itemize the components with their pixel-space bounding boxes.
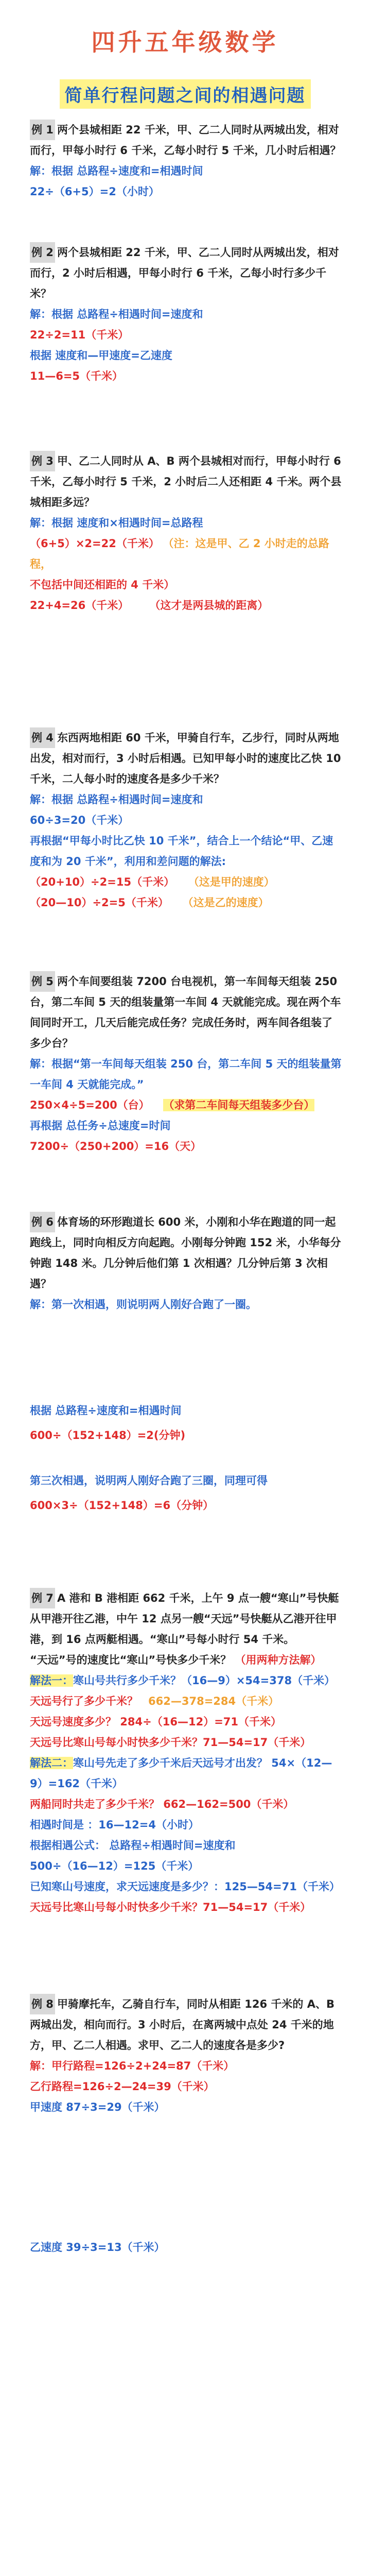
example-tag: 例 1	[30, 120, 55, 140]
solution-line: 乙行路程=126÷2—24=39（千米）	[30, 2080, 215, 2093]
solution-line: 再根据 总任务÷总速度=时间	[30, 1120, 171, 1132]
example-8	[30, 1994, 343, 2117]
example-6-solution	[30, 1400, 343, 1516]
solution-line: 解：根据 总路程÷相遇时间=速度和	[30, 793, 203, 806]
solution-line: 500÷（16—12）=125（千米）	[30, 1860, 199, 1872]
example-tag: 例 3	[30, 451, 55, 471]
solution-line	[30, 1095, 343, 1115]
solution-line	[30, 1691, 343, 1711]
note-text: （这是甲的速度）	[188, 876, 275, 888]
example-8-question	[30, 1994, 343, 2056]
note-text: （用两种方法解）	[235, 1654, 322, 1666]
example-1-question	[30, 120, 343, 161]
example-7-question	[30, 1588, 343, 1650]
example-8-answer	[30, 2237, 343, 2258]
example-5-question	[30, 971, 343, 1054]
solution-line: 已知寒山号速度，求天远速度是多少？：125—54=71（千米）	[30, 1880, 340, 1893]
solution-line	[30, 892, 343, 913]
solution-line: 解：根据 速度和×相遇时间=总路程	[30, 517, 203, 529]
solution-line	[30, 1753, 343, 1794]
note-text: （求第二车间每天组装多少台）	[163, 1099, 315, 1111]
page-subtitle: 简单行程问题之间的相遇问题	[60, 79, 311, 109]
calc-text: （6+5）×2=22（千米）	[30, 537, 160, 550]
example-7	[30, 1588, 343, 1918]
solution-line: 600÷（152+148）=2(分钟)	[30, 1429, 186, 1442]
question-text: 甲骑摩托车，乙骑自行车，同时从相距 126 千米的 A、B 两城出发，相向而行。3 小时后，在离两城中点处 24 千米的地方，甲、乙二人相遇。求甲、乙二人的速度各是多少?	[30, 1998, 334, 2052]
calc-text: 662—378=284（千米）	[148, 1695, 279, 1707]
solution-line: 两船同时共走了多少千米？ 662—162=500（千米）	[30, 1798, 294, 1810]
solution-line	[30, 1670, 343, 1691]
solution-line: 根据 速度和—甲速度=乙速度	[30, 349, 172, 362]
example-tag: 例 6	[30, 1212, 55, 1232]
question-text: 两个车间要组装 7200 台电视机，第一车间每天组装 250 台，第二车间 5 天的组装量第一车间 4 天就能完成。现在两个车间同时开工，几天后能完成任务？完成任务时，两车间各组装了多少台？	[30, 975, 341, 1049]
solution-line: 60÷3=20（千米）	[30, 814, 129, 826]
solution-line: 解：第一次相遇，则说明两人刚好合跑了一圈。	[30, 1298, 257, 1311]
solution-line: 解：甲行路程=126÷2+24=87（千米）	[30, 2060, 235, 2072]
question-text: 东西两地相距 60 千米，甲骑自行车，乙步行，同时从两地出发，相对而行，3 小时后相遇。已知甲每小时的速度比乙快 10 千米，二人每小时的速度各是多少千米？	[30, 732, 341, 785]
method-label: 解法二：	[30, 1757, 73, 1769]
example-2-question	[30, 242, 343, 304]
note-text: （这才是两县城的距离）	[149, 599, 269, 612]
note-text: （这是乙的速度）	[182, 896, 269, 909]
calc-text: 寒山号先走了多少千米后天远号才出发？ 54×（12—9）=162（千米）	[30, 1757, 332, 1790]
question-text: A 港和 B 港相距 662 千米，上午 9 点一艘“寒山”号快艇从甲港开往乙港，中午 12 点另一艘“天远”号快艇从乙港开往甲港，到 16 点两艇相遇。“寒山”号每小时行 54 千米。	[30, 1592, 339, 1646]
solution-line: 甲速度 87÷3=29（千米）	[30, 2101, 165, 2113]
solution-line: 600×3÷（152+148）=6（分钟）	[30, 1499, 214, 1512]
solution-line: 天远号比寒山号每小时快多少千米？71—54=17（千米）	[30, 1736, 311, 1749]
solution-line: 根据相遇公式： 总路程÷相遇时间=速度和	[30, 1839, 236, 1852]
question-text: 体育场的环形跑道长 600 米，小刚和小华在跑道的同一起跑线上，同时向相反方向起跑。小刚每分钟跑 152 米，小华每分钟跑 148 米。几分钟后他们第 1 次相遇？几分钟后第 3 次相遇？	[30, 1216, 341, 1290]
example-4	[30, 727, 343, 913]
solution-line: 相遇时间是 ：16—12=4（小时）	[30, 1819, 199, 1831]
example-3	[30, 451, 343, 616]
example-4-question	[30, 727, 343, 789]
question-text: 两个县城相距 22 千米，甲、乙二人同时从两城出发，相对而行，甲每小时行 6 千米，乙每小时行 5 千米，几小时后相遇？	[30, 124, 341, 157]
example-6	[30, 1212, 343, 1315]
example-tag: 例 7	[30, 1588, 55, 1608]
solution-line: 22÷2=11（千米）	[30, 329, 129, 341]
solution-line: 解：根据“第一车间每天组装 250 台，第二车间 5 天的组装量第一车间 4 天就能完成。”	[30, 1058, 342, 1091]
solution-line: 22÷（6+5）=2（小时）	[30, 185, 160, 198]
solution-line: 解：根据 总路程÷速度和=相遇时间	[30, 165, 203, 177]
question-text: 两个县城相距 22 千米，甲、乙二人同时从两城出发，相对而行，2 小时后相遇，甲每小时行 6 千米，乙每小时行多少千米？	[30, 246, 339, 300]
example-tag: 例 2	[30, 242, 55, 263]
solution-line: 天远号速度多少？ 284÷（16—12）=71（千米）	[30, 1716, 282, 1728]
note-text: （注：这是甲、乙 2 小时走的总路程，	[30, 537, 329, 570]
solution-line: 根据 总路程÷速度和=相遇时间	[30, 1404, 182, 1417]
method-label: 解法一：	[30, 1674, 73, 1687]
solution-line	[30, 533, 343, 574]
solution-line: 第三次相遇，说明两人刚好合跑了三圈，同理可得	[30, 1475, 268, 1487]
solution-line	[30, 595, 343, 616]
solution-line: 再根据“甲每小时比乙快 10 千米”，结合上一个结论“甲、乙速度和为 20 千米”，利用和差问题的解法:	[30, 835, 333, 868]
example-2	[30, 242, 343, 386]
page-title: 四升五年级数学	[91, 28, 279, 56]
calc-text: 寒山号共行多少千米？（16—9）×54=378（千米）	[73, 1674, 336, 1687]
calc-text: 22+4=26（千米）	[30, 599, 129, 612]
solution-line	[30, 872, 343, 892]
calc-text: （20+10）÷2=15（千米）	[30, 876, 175, 888]
calc-text: （20—10）÷2=5（千米）	[30, 896, 169, 909]
question-text: “天远”号的速度比“寒山”号快多少千米？	[30, 1654, 232, 1666]
solution-line: 7200÷（250+200）=16（天）	[30, 1140, 202, 1153]
example-1	[30, 120, 343, 202]
example-3-question	[30, 451, 343, 513]
solution-line: 解：根据 总路程÷相遇时间=速度和	[30, 308, 203, 320]
example-tag: 例 5	[30, 971, 55, 992]
example-tag: 例 4	[30, 727, 55, 748]
calc-text: 天远号行了多少千米？	[30, 1695, 138, 1707]
calc-text: 250×4÷5=200（台）	[30, 1099, 150, 1111]
question-text: 甲、乙二人同时从 A、B 两个县城相对而行，甲每小时行 6 千米，乙每小时行 5 千米，2 小时后二人还相距 4 千米。两个县城相距多远？	[30, 455, 342, 509]
example-5	[30, 971, 343, 1157]
example-7-question-2	[30, 1650, 343, 1670]
solution-line: 11—6=5（千米）	[30, 370, 124, 382]
example-tag: 例 8	[30, 1994, 55, 2014]
example-6-question	[30, 1212, 343, 1294]
solution-line: 不包括中间还相距的 4 千米）	[30, 579, 175, 591]
subtitle-wrap	[0, 79, 370, 109]
solution-line: 乙速度 39÷3=13（千米）	[30, 2241, 165, 2253]
solution-line: 天远号比寒山号每小时快多少千米？71—54=17（千米）	[30, 1901, 311, 1913]
